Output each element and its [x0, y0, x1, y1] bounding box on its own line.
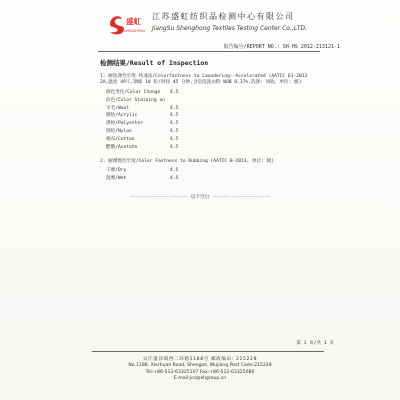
result-rating: 4.5 — [170, 168, 179, 173]
section-title: 检测结果/Result of Inspection — [100, 59, 209, 67]
logo-text: 盛虹 — [126, 17, 141, 26]
result-row — [106, 175, 326, 183]
result-row — [106, 97, 326, 105]
test1-title: 1. 耐洗涤色牢度-快速法/Colorfastness to Laundering--Accelerated (AATCC 61-2013 — [100, 74, 308, 79]
result-label: 湿摩/Wet — [106, 175, 127, 181]
result-label: 腈纶/Acrylic — [106, 113, 138, 119]
footer-address-english: No.1188, Xierhuan Road, Shengze, Wujiang Post Code:215228 — [128, 363, 272, 369]
result-rating: 4.5 — [170, 105, 179, 111]
footer-email: E-mail:jcs@shgroup.cn — [173, 376, 227, 382]
result-label: 颜色变化/Color Change — [106, 90, 161, 95]
result-row — [106, 128, 326, 136]
company-name-english: JiangSu Shenghong Textiles Testing Center Co.,LTD. — [152, 25, 307, 32]
page-number: 第 1 页/共 1 页 — [296, 341, 334, 346]
result-row — [106, 144, 326, 152]
report-number: 报告编号/REPORT NO.: SH-HS 2012-213121-1 — [223, 44, 340, 50]
result-label: 涤纶/Polyester — [106, 121, 143, 127]
result-row — [106, 105, 326, 113]
result-label: 干摩/Dry — [106, 168, 127, 173]
shenghong-logo — [104, 10, 150, 38]
test2-title: 2. 耐摩擦色牢度/Color Fastness to Rubbing (AATCC 8-2013, 单位: 级) — [100, 159, 275, 164]
result-label: 羊毛/Wool — [106, 105, 130, 111]
result-row — [106, 112, 326, 120]
result-row — [106, 120, 326, 128]
result-row — [106, 136, 326, 144]
result-rating: 4.5 — [170, 113, 179, 119]
result-row — [106, 167, 326, 175]
result-row — [106, 89, 326, 97]
result-label: 棉布/Cotton — [106, 136, 135, 142]
blank-below-marker: --------------------- 以下空白 --------------------- — [129, 195, 271, 200]
header-divider — [98, 51, 320, 52]
result-rating: 4.5 — [170, 121, 179, 127]
logo-swirl-icon — [110, 16, 124, 34]
test1-condition: 2A,温度 49℃,钢球 10 粒/时间 45 分钟,含皂洗洗衣粉 WOB 0.37%,洗涤: 回收、单位: 级) — [100, 80, 302, 85]
footer-phone-fax: Tel:+86-512-63325107 Fax:+86-512-63325080 — [145, 369, 255, 375]
footer-address-chinese: 吴江盛泽镇西二环路1188号 邮政编码: 215228 — [142, 357, 258, 362]
test2-results — [106, 167, 326, 183]
footer-contact — [0, 357, 400, 383]
logo-subtext: SHENGHONG — [124, 29, 146, 33]
result-rating: 4.5 — [170, 175, 179, 181]
footer-divider — [92, 351, 324, 352]
result-rating: 4.5 — [170, 136, 179, 142]
result-label: 沾色/Color Staining on — [106, 97, 165, 103]
result-rating: 4.5 — [170, 128, 179, 134]
result-label: 醋酯/Acetate — [106, 144, 138, 150]
result-label: 锦纶/Nylon — [106, 128, 132, 134]
test1-results — [106, 89, 326, 151]
company-name-chinese: 江苏盛虹纺织品检测中心有限公司 — [152, 12, 295, 21]
result-rating: 4.5 — [170, 144, 179, 150]
result-rating: 4.5 — [170, 90, 179, 95]
test1-heading — [100, 74, 330, 86]
